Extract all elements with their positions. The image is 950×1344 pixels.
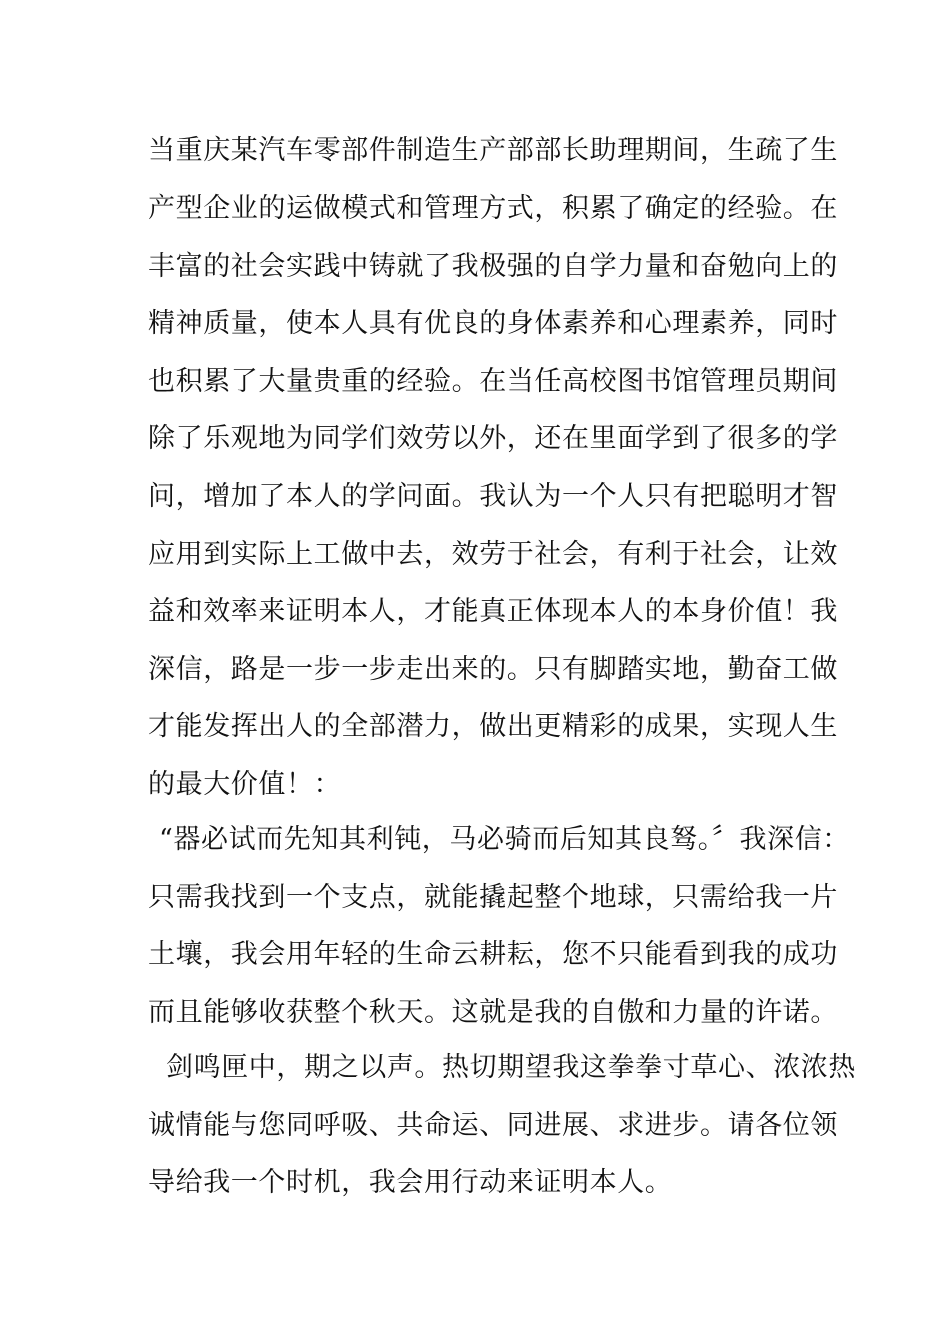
text-line: 剑鸣匣中，期之以声。热切期望我这拳拳寸草心、浓浓热 — [166, 1052, 856, 1083]
text-line: 的最大价值！： — [148, 769, 342, 800]
text-line: 产型企业的运做模式和管理方式，积累了确定的经验。在 — [148, 193, 838, 224]
text-line: 而且能够收获整个秋天。这就是我的自傲和力量的许诺。 — [148, 997, 838, 1028]
text-line: “器必试而先知其利钝，马必骑而后知其良驽。〞我深信： — [159, 824, 850, 855]
text-line: 深信，路是一步一步走出来的。只有脚踏实地，勤奋工做 — [148, 654, 838, 685]
text-line: 应用到实际上工做中去，效劳于社会，有利于社会，让效 — [148, 539, 838, 570]
text-line: 也积累了大量贵重的经验。在当任高校图书馆管理员期间 — [148, 366, 838, 397]
text-line: 丰富的社会实践中铸就了我极强的自学力量和奋勉向上的 — [148, 251, 838, 282]
text-line: 益和效率来证明本人，才能真正体现本人的本身价值！我 — [148, 596, 838, 627]
text-line: 才能发挥出人的全部潜力，做出更精彩的成果，实现人生 — [148, 711, 838, 742]
text-line: 土壤，我会用年轻的生命云耕耘，您不只能看到我的成功 — [148, 939, 838, 970]
text-line: 精神质量，使本人具有优良的身体素养和心理素养，同时 — [148, 308, 838, 339]
text-line: 当重庆某汽车零部件制造生产部部长助理期间，生疏了生 — [148, 135, 838, 166]
text-line: 除了乐观地为同学们效劳以外，还在里面学到了很多的学 — [148, 423, 838, 454]
text-line: 诚情能与您同呼吸、共命运、同进展、求进步。请各位领 — [148, 1110, 838, 1141]
text-line: 问，增加了本人的学问面。我认为一个人只有把聪明才智 — [148, 481, 838, 512]
text-line: 导给我一个时机，我会用行动来证明本人。 — [148, 1167, 673, 1198]
text-line: 只需我找到一个支点，就能撬起整个地球，只需给我一片 — [148, 882, 838, 913]
